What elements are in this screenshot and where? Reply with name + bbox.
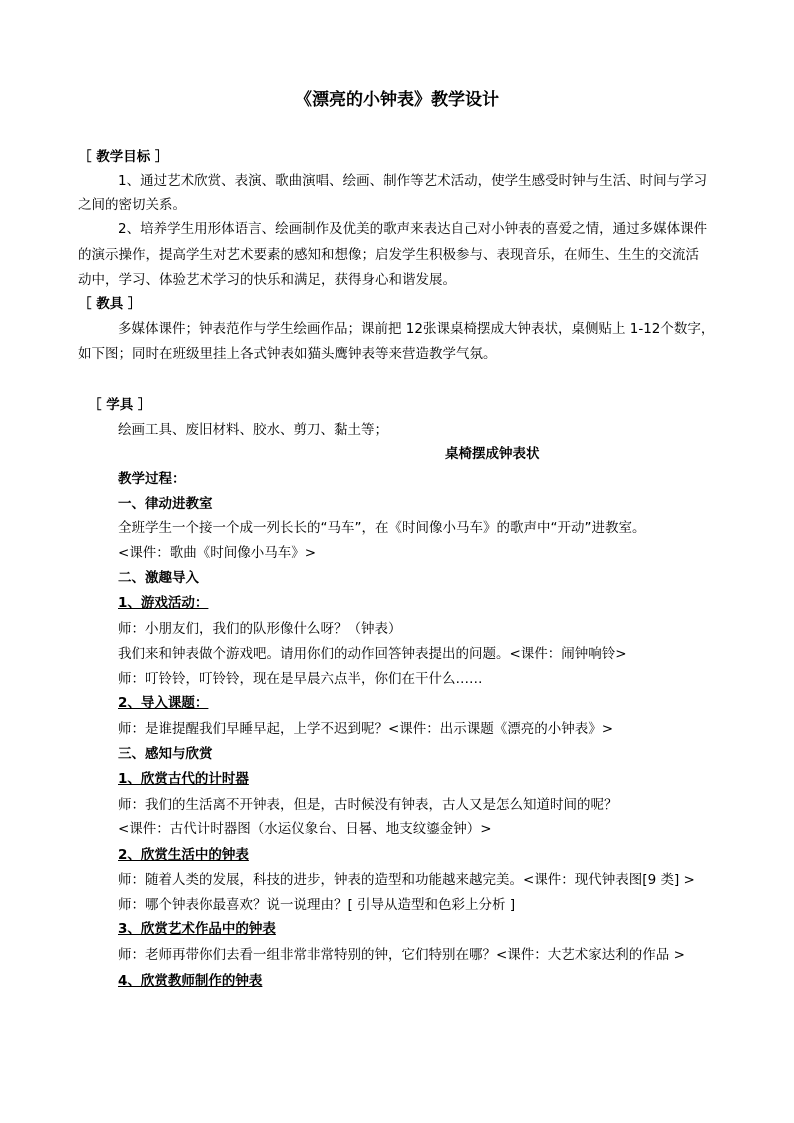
section-2-1-line-1: 师：小朋友们，我们的队形像什么呀？（钟表）	[118, 621, 402, 637]
section-3-3-line-1: 师：老师再带你们去看一组非常非常特别的钟，它们特别在哪？<课件：大艺术家达利的作品 >	[118, 947, 685, 963]
section-1-line-2: <课件：歌曲《时间像小马车》>	[118, 545, 317, 561]
student-tools-line-1: 绘画工具、废旧材料、胶水、剪刀、黏土等；	[118, 422, 388, 438]
tools-heading: ［ 教具 ］	[78, 296, 142, 312]
section-2-2-heading: 2、导入课题：	[118, 695, 209, 711]
section-3-4-heading: 4、欣赏教师制作的钟表	[118, 973, 263, 989]
section-2-1-line-3: 师：叮铃铃，叮铃铃，现在是早晨六点半，你们在干什么……	[118, 671, 483, 687]
student-tools-heading: ［ 学具 ］	[88, 397, 152, 413]
section-1-heading: 一、律动进教室	[118, 496, 213, 512]
tools-line-2: 如下图；同时在班级里挂上各式钟表如猫头鹰钟表等来营造教学气氛。	[78, 346, 497, 362]
section-1-line-1: 全班学生一个接一个成一列长长的“马车”，在《时间像小马车》的歌声中“开动”进教室。	[118, 520, 646, 536]
section-3-1-line-1: 师：我们的生活离不开钟表，但是，古时候没有钟表，古人又是怎么知道时间的呢？	[118, 797, 618, 813]
tools-line-1: 多媒体课件；钟表范作与学生绘画作品；课前把 12张课桌椅摆成大钟表状，桌侧贴上 1-12个数字，	[118, 321, 715, 337]
section-3-1-heading: 1、欣赏古代的计时器	[118, 771, 249, 787]
section-3-2-line-1: 师：随着人类的发展，科技的进步，钟表的造型和功能越来越完美。<课件：现代钟表图[9 类] >	[118, 872, 695, 888]
section-3-3-heading: 3、欣赏艺术作品中的钟表	[118, 921, 276, 937]
objective-2-line-1: 2、培养学生用形体语言、绘画制作及优美的歌声来表达自己对小钟表的喜爱之情，通过多媒体课件	[118, 221, 708, 237]
objective-2-line-3: 动中，学习、体验艺术学习的快乐和满足，获得身心和谐发展。	[78, 272, 456, 288]
objective-1-line-2: 之间的密切关系。	[78, 197, 186, 213]
section-2-heading: 二、激趣导入	[118, 570, 199, 586]
objective-2-line-2: 的演示操作，提高学生对艺术要素的感知和想像；启发学生积极参与、表现音乐，在师生、生生的交流活	[78, 247, 699, 263]
section-2-1-heading: 1、游戏活动：	[118, 595, 209, 611]
section-3-1-line-2: <课件：古代计时器图（水运仪象台、日晷、地支纹鎏金钟）>	[118, 821, 492, 837]
objectives-heading: ［ 教学目标 ］	[78, 149, 169, 165]
section-3-heading: 三、感知与欣赏	[118, 746, 213, 762]
section-2-1-line-2: 我们来和钟表做个游戏吧。请用你们的动作回答钟表提出的问题。<课件：闹钟响铃>	[118, 646, 627, 662]
process-heading: 教学过程：	[118, 471, 186, 487]
section-2-2-line-1: 师：是谁提醒我们早睡早起，上学不迟到呢？<课件：出示课题《漂亮的小钟表》>	[118, 721, 614, 737]
figure-caption: 桌椅摆成钟表状	[445, 446, 540, 462]
section-3-2-line-2: 师：哪个钟表你最喜欢？说一说理由？[ 引导从造型和色彩上分析 ]	[118, 897, 516, 913]
section-3-2-heading: 2、欣赏生活中的钟表	[118, 847, 249, 863]
objective-1-line-1: 1、通过艺术欣赏、表演、歌曲演唱、绘画、制作等艺术活动，使学生感受时钟与生活、时间与学习	[118, 173, 708, 189]
document-title: 《漂亮的小钟表》教学设计	[295, 90, 499, 110]
